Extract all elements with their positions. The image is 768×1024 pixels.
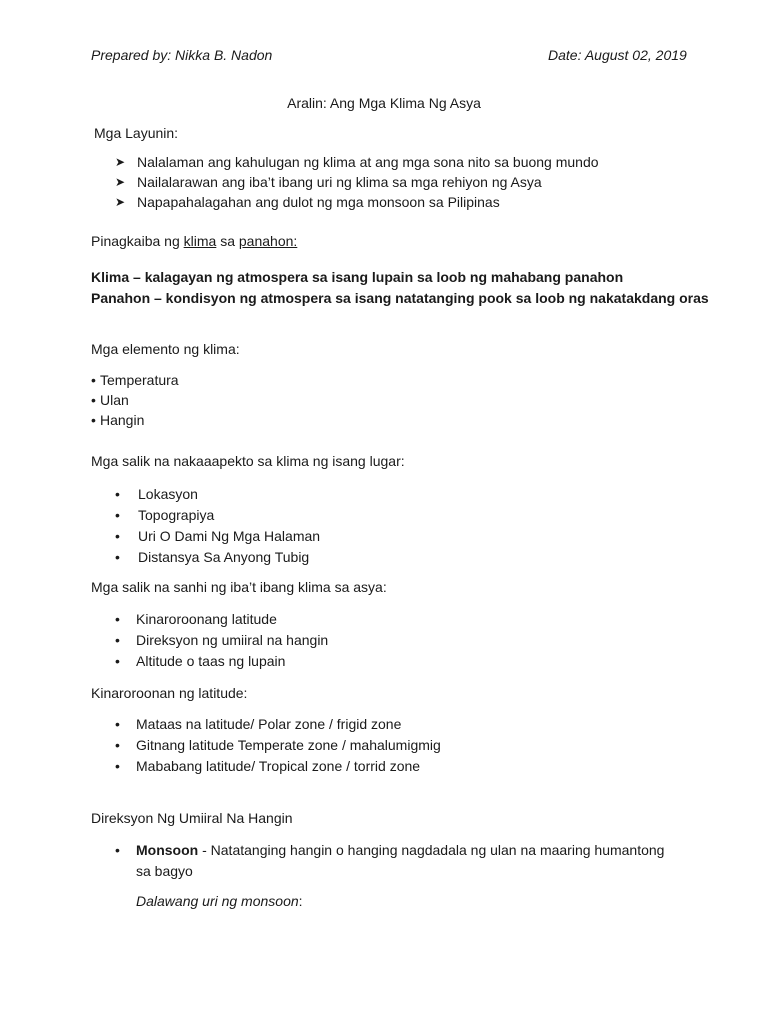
- list-item: • Uri O Dami Ng Mga Halaman: [115, 528, 321, 544]
- monsoon-item: [115, 841, 664, 859]
- arrow-icon: ➤: [115, 155, 126, 169]
- list-item: • Direksyon ng umiiral na hangin: [115, 632, 329, 648]
- salik-asya-list: [115, 610, 328, 673]
- list-item: • Mababang latitude/ Tropical zone / torrid zone: [115, 758, 421, 774]
- list-item: ➤ Nalalaman ang kahulugan ng klima at ang mga sona nito sa buong mundo: [115, 154, 599, 170]
- monsoon-definition-cont: sa bagyo: [136, 863, 193, 879]
- panahon-definition: Panahon – kondisyon ng atmospera sa isang natatanging pook sa loob ng nakatakdang oras: [91, 290, 709, 306]
- bullet-icon: •: [115, 653, 120, 669]
- hangin-heading: Direksyon Ng Umiiral Na Hangin: [91, 810, 293, 826]
- salik-lugar-heading: Mga salik na nakaaapekto sa klima ng isang lugar:: [91, 453, 405, 469]
- list-item: ➤ Napapahalagahan ang dulot ng mga monsoon sa Pilipinas: [115, 194, 500, 210]
- elemento-heading: Mga elemento ng klima:: [91, 341, 240, 357]
- list-item: • Distansya Sa Anyong Tubig: [115, 549, 310, 565]
- elemento-list: [91, 371, 179, 431]
- list-item: • Topograpiya: [115, 507, 215, 523]
- bullet-icon: •: [115, 549, 120, 565]
- bullet-icon: •: [115, 842, 120, 858]
- salik-lugar-list: [115, 485, 320, 569]
- layunin-heading: Mga Layunin:: [94, 125, 179, 141]
- list-item: • Kinaroroonang latitude: [115, 611, 277, 627]
- list-item: • Mataas na latitude/ Polar zone / frigid zone: [115, 716, 402, 732]
- arrow-icon: ➤: [115, 175, 126, 189]
- bullet-icon: •: [115, 528, 120, 544]
- monsoon-term: Monsoon: [136, 842, 199, 858]
- pinagkaiba-heading: Pinagkaiba ng klima sa panahon:: [91, 233, 298, 249]
- salik-asya-heading: Mga salik na sanhi ng iba’t ibang klima sa asya:: [91, 579, 387, 595]
- arrow-icon: ➤: [115, 195, 126, 209]
- bullet-icon: •: [91, 412, 96, 428]
- list-item: • Temperatura: [91, 372, 179, 388]
- bullet-icon: •: [91, 372, 96, 388]
- list-item: • Ulan: [91, 392, 129, 408]
- bullet-icon: •: [115, 507, 120, 523]
- bullet-icon: •: [91, 392, 96, 408]
- bullet-icon: •: [115, 486, 120, 502]
- date: Date: August 02, 2019: [548, 47, 687, 63]
- list-item: ➤ Nailalarawan ang iba’t ibang uri ng klima sa mga rehiyon ng Asya: [115, 174, 542, 190]
- klima-definition: Klima – kalagayan ng atmospera sa isang lupain sa loob ng mahabang panahon: [91, 269, 624, 285]
- list-item: • Hangin: [91, 412, 145, 428]
- layunin-list: [115, 153, 599, 213]
- bullet-icon: •: [115, 737, 120, 753]
- latitude-heading: Kinaroroonan ng latitude:: [91, 685, 248, 701]
- list-item: • Altitude o taas ng lupain: [115, 653, 286, 669]
- bullet-icon: •: [115, 611, 120, 627]
- bullet-icon: •: [115, 716, 120, 732]
- list-item: • Lokasyon: [115, 486, 198, 502]
- prepared-by: Prepared by: Nikka B. Nadon: [91, 47, 273, 63]
- klima-underlined: klima: [183, 233, 217, 249]
- page-title: Aralin: Ang Mga Klima Ng Asya: [287, 95, 481, 111]
- latitude-list: [115, 715, 441, 778]
- list-item: • Gitnang latitude Temperate zone / mahalumigmig: [115, 737, 441, 753]
- panahon-underlined: panahon:: [238, 233, 298, 249]
- bullet-icon: •: [115, 632, 120, 648]
- bullet-icon: •: [115, 758, 120, 774]
- monsoon-definition: - Natatanging hangin o hanging nagdadala ng ulan na maaring humantong: [198, 842, 665, 858]
- dalawang-uri: Dalawang uri ng monsoon:: [136, 893, 303, 909]
